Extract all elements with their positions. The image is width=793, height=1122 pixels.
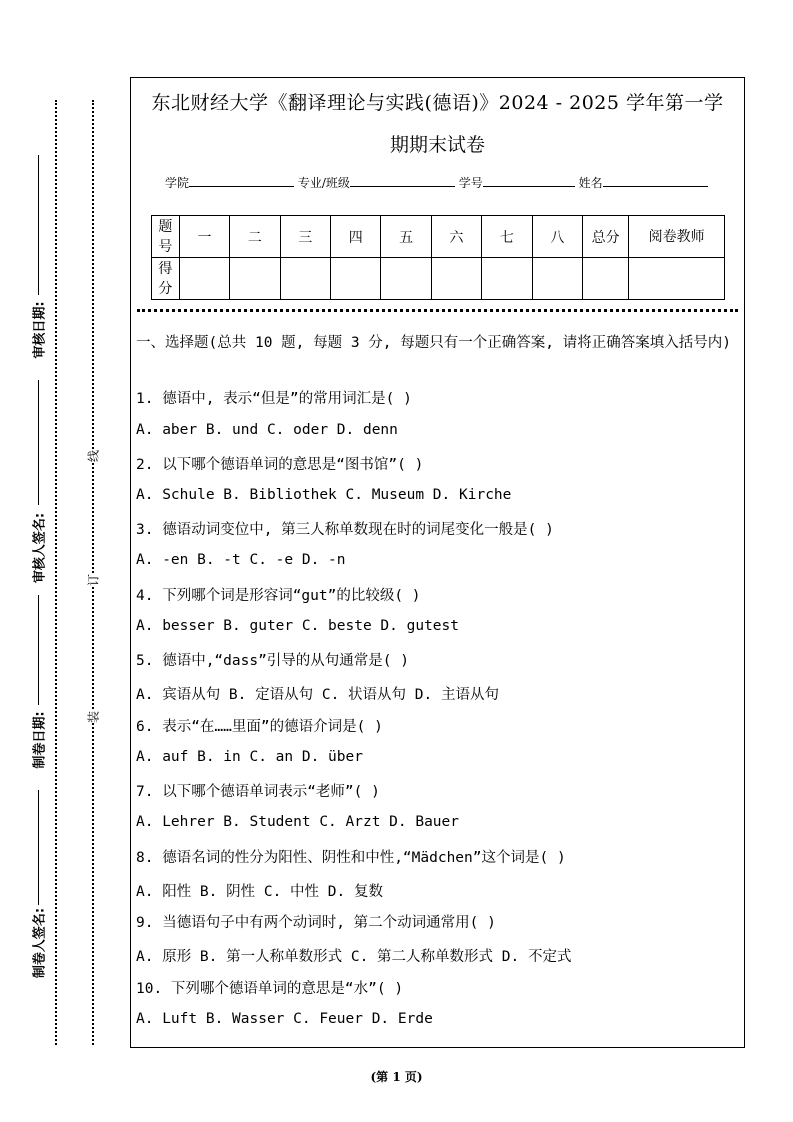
question-stem: 8. 德语名词的性分为阳性、阴性和中性,“Mädchen”这个词是( ): [136, 850, 566, 866]
question-options: A. 原形 B. 第一人称单数形式 C. 第二人称单数形式 D. 不定式: [136, 949, 572, 965]
score-table-header-label: 题号: [152, 216, 180, 258]
question-stem: 1. 德语中, 表示“但是”的常用词汇是( ): [136, 391, 412, 407]
maker-sign-label: 制卷人签名:: [32, 907, 48, 979]
question-stem: 3. 德语动词变位中, 第三人称单数现在时的词尾变化一般是( ): [136, 522, 554, 538]
exam-frame: [130, 77, 745, 1048]
score-col-3: 三: [280, 216, 330, 258]
question-options: A. -en B. -t C. -e D. -n: [136, 552, 346, 568]
score-table: [151, 215, 725, 300]
binding-dotted-line-right: [92, 100, 94, 1045]
question-options: A. besser B. guter C. beste D. gutest: [136, 618, 460, 634]
score-cell-reviewer[interactable]: [629, 258, 725, 300]
question-options: A. 阳性 B. 阴性 C. 中性 D. 复数: [136, 884, 383, 900]
reviewer-sign-label: 审核人签名:: [32, 512, 48, 584]
name-field[interactable]: [603, 174, 708, 187]
college-label: 学院: [165, 176, 190, 190]
student-id-field[interactable]: [483, 174, 575, 187]
reviewer-date-label: 审核日期:: [32, 301, 48, 359]
score-table-score-label: 得分: [152, 258, 180, 300]
binding-mark-fold: 装: [84, 711, 103, 723]
score-cell-6[interactable]: [431, 258, 481, 300]
student-id-label: 学号: [458, 176, 483, 190]
question-stem: 5. 德语中,“dass”引导的从句通常是( ): [136, 653, 409, 669]
student-info-row: [165, 174, 708, 191]
score-col-4: 四: [330, 216, 380, 258]
question-options: A. auf B. in C. an D. über: [136, 749, 363, 765]
score-cell-4[interactable]: [330, 258, 380, 300]
question-options: A. aber B. und C. oder D. denn: [136, 422, 398, 438]
page-number: (第 1 页): [370, 1070, 423, 1084]
exam-title-line2: 期期末试卷: [389, 134, 485, 156]
exam-title-line1: 东北财经大学《翻译理论与实践(德语)》2024 - 2025 学年第一学: [151, 92, 724, 114]
question-stem: 7. 以下哪个德语单词表示“老师”( ): [136, 784, 380, 800]
reviewer-date-line: [38, 155, 39, 295]
score-col-reviewer: 阅卷教师: [629, 216, 725, 258]
maker-sign-line: [38, 790, 39, 905]
maker-date-line: [38, 595, 39, 705]
score-cell-2[interactable]: [230, 258, 280, 300]
question-stem: 2. 以下哪个德语单词的意思是“图书馆”( ): [136, 457, 424, 473]
name-label: 姓名: [578, 176, 603, 190]
score-col-2: 二: [230, 216, 280, 258]
question-options: A. 宾语从句 B. 定语从句 C. 状语从句 D. 主语从句: [136, 687, 499, 703]
reviewer-sign-line: [38, 380, 39, 505]
binding-dotted-line-left: [55, 100, 57, 1045]
score-col-total: 总分: [583, 216, 629, 258]
score-cell-1[interactable]: [179, 258, 229, 300]
question-stem: 6. 表示“在……里面”的德语介词是( ): [136, 719, 383, 735]
college-field[interactable]: [189, 174, 294, 187]
score-cell-5[interactable]: [381, 258, 431, 300]
section-heading: 一、选择题(总共 10 题, 每题 3 分, 每题只有一个正确答案, 请将正确答案填入括号内): [136, 335, 731, 351]
question-stem: 4. 下列哪个词是形容词“gut”的比较级( ): [136, 588, 421, 604]
question-options: A. Luft B. Wasser C. Feuer D. Erde: [136, 1011, 433, 1027]
score-cell-3[interactable]: [280, 258, 330, 300]
maker-date-label: 制卷日期:: [32, 711, 48, 769]
score-cell-8[interactable]: [532, 258, 582, 300]
binding-mark-staple: 订: [84, 574, 103, 586]
question-stem: 9. 当德语句子中有两个动词时, 第二个动词通常用( ): [136, 915, 496, 931]
question-options: A. Schule B. Bibliothek C. Museum D. Kirche: [136, 487, 512, 503]
score-col-5: 五: [381, 216, 431, 258]
score-cell-7[interactable]: [482, 258, 532, 300]
question-options: A. Lehrer B. Student C. Arzt D. Bauer: [136, 814, 460, 830]
score-col-7: 七: [482, 216, 532, 258]
major-field[interactable]: [350, 174, 455, 187]
binding-mark-line: 线: [84, 450, 103, 462]
score-col-6: 六: [431, 216, 481, 258]
score-col-8: 八: [532, 216, 582, 258]
question-stem: 10. 下列哪个德语单词的意思是“水”( ): [136, 981, 404, 997]
major-label: 专业/班级: [297, 176, 350, 190]
section-separator: [137, 309, 738, 312]
score-cell-total[interactable]: [583, 258, 629, 300]
score-col-1: 一: [179, 216, 229, 258]
